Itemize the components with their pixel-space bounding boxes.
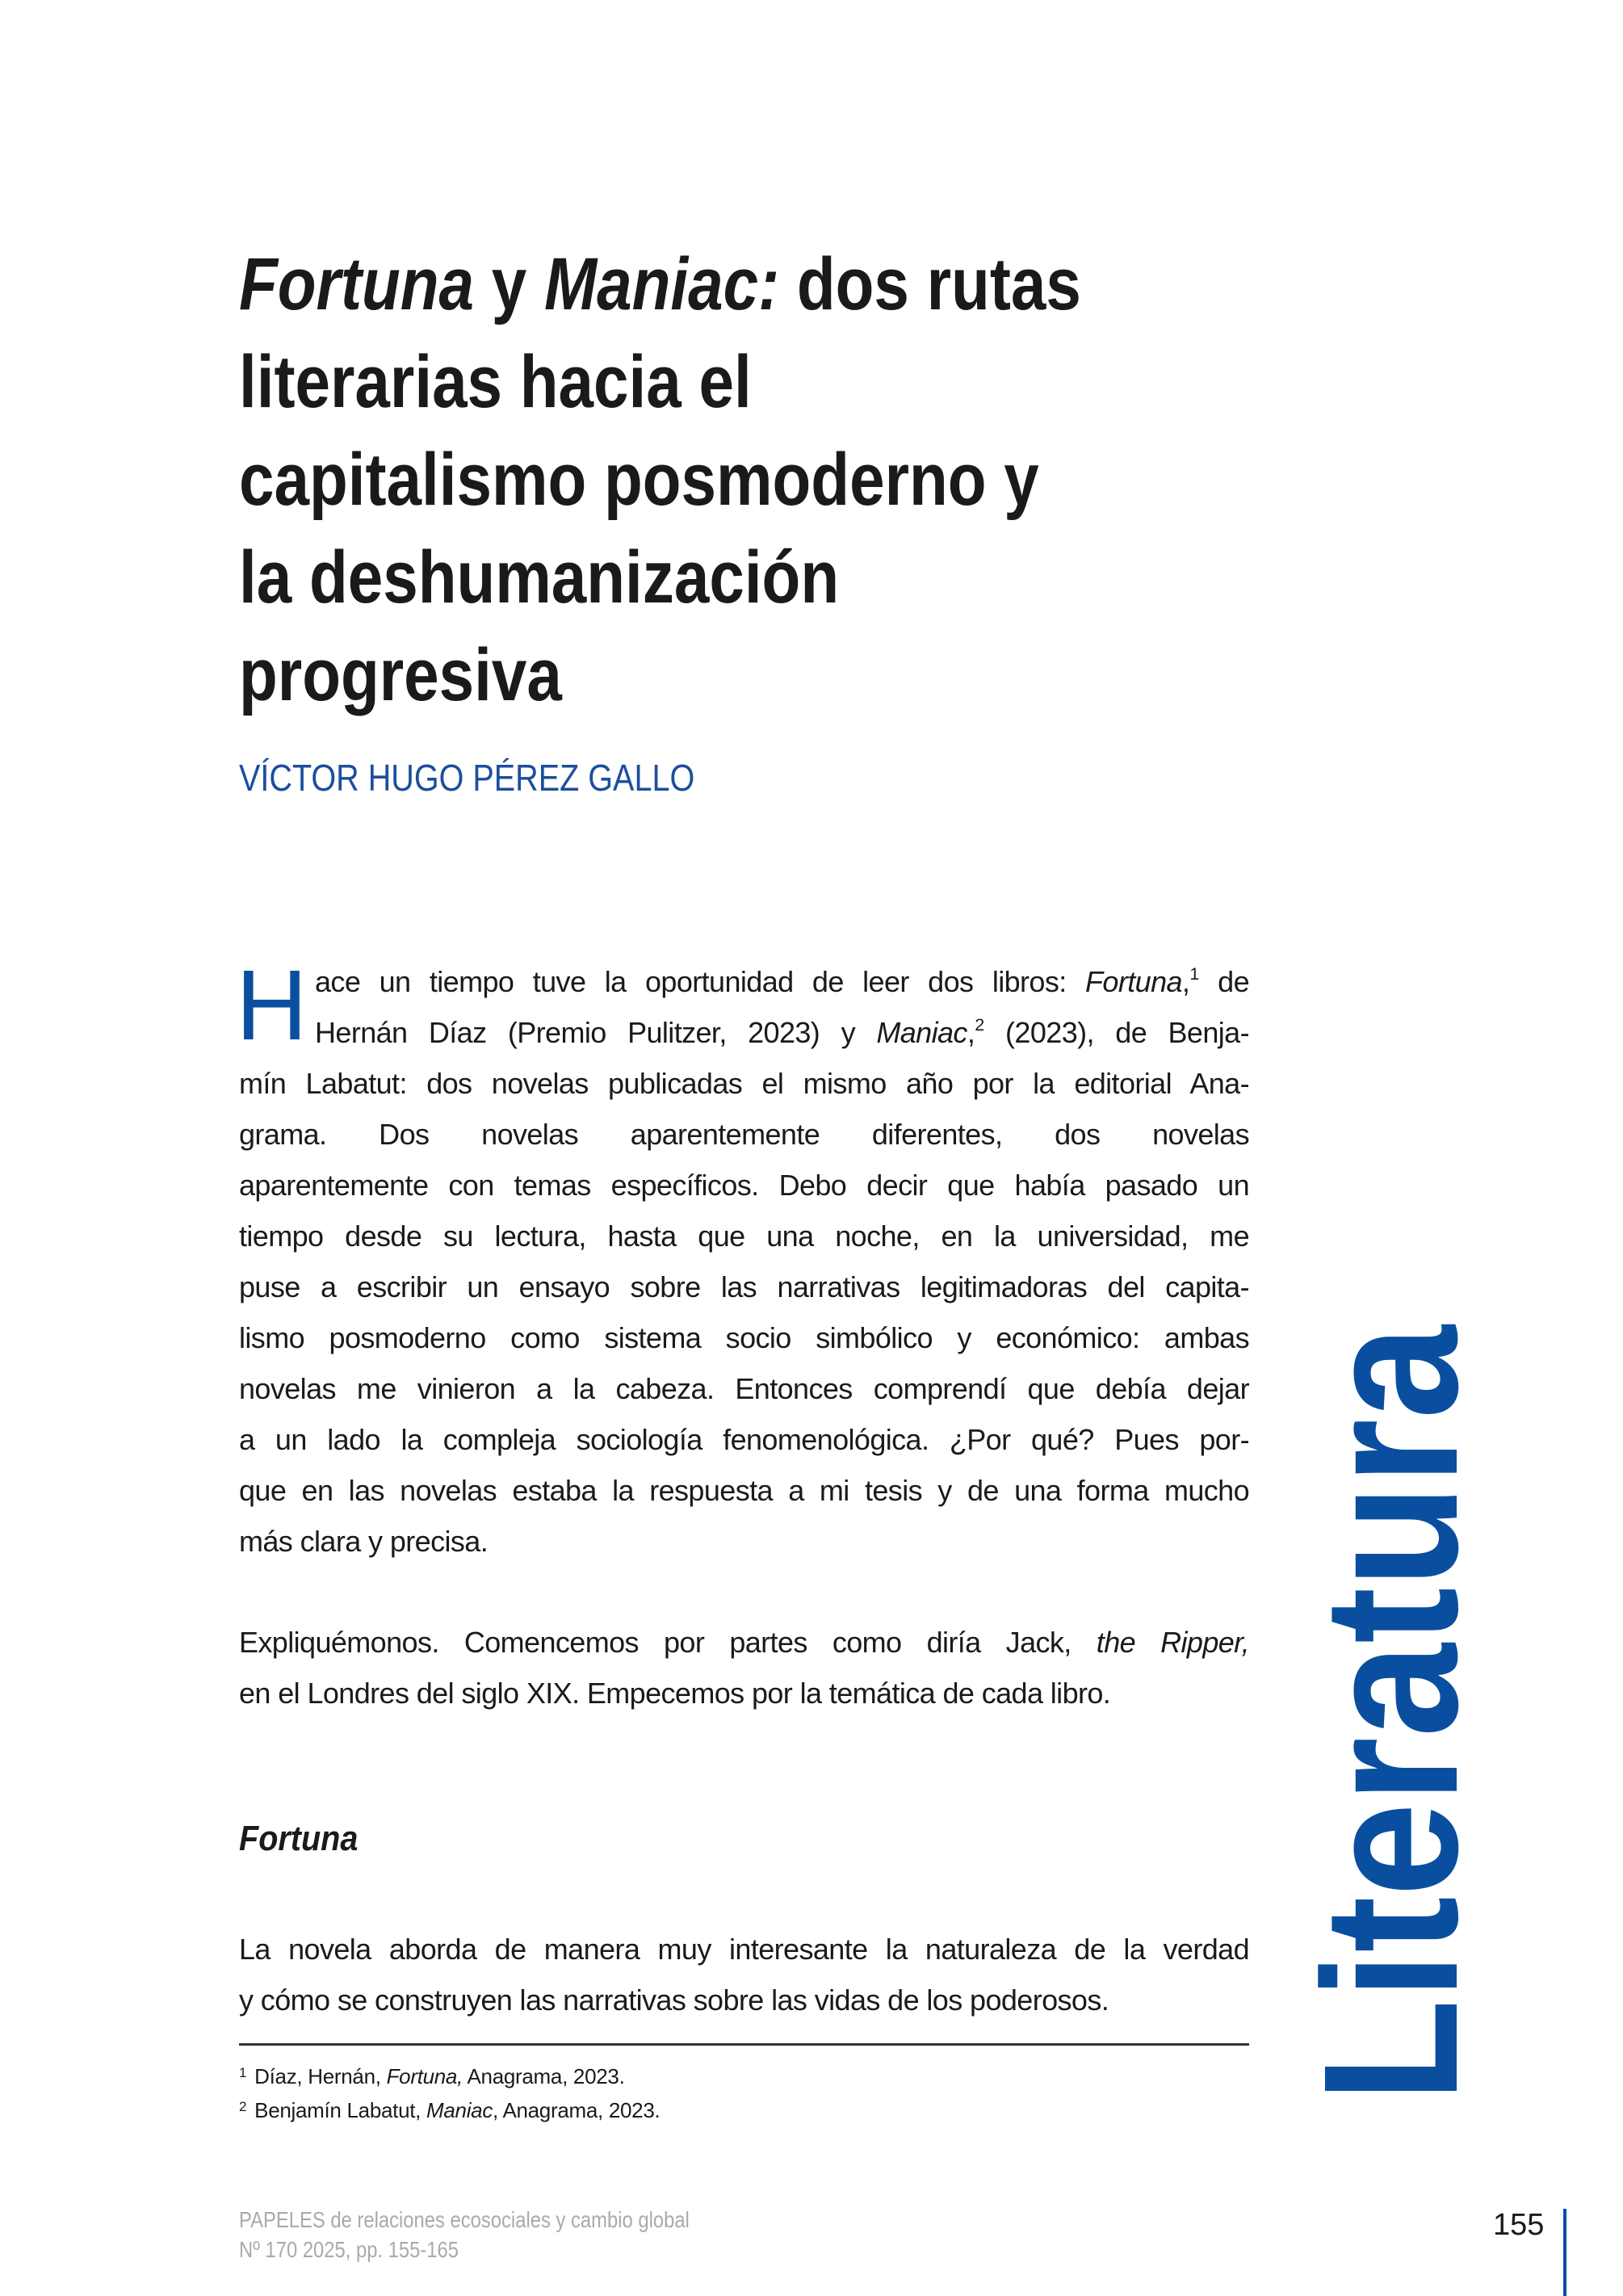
- drop-cap: H: [236, 951, 308, 1061]
- text-line: [239, 1516, 1249, 1567]
- text-run: progresiva: [239, 634, 562, 716]
- text-run: más clara y precisa.: [239, 1525, 489, 1558]
- text-run: ace un tiempo tuve la oportunidad de leer dos libros:: [315, 965, 1086, 998]
- text-run: de: [1198, 965, 1249, 998]
- section-label: Literatura: [1284, 1325, 1498, 2102]
- footnote-ref: 1: [1189, 963, 1199, 984]
- text-line: [239, 1465, 1249, 1516]
- footnote-divider: [239, 2043, 1249, 2046]
- text-line: [239, 1211, 1249, 1261]
- text-run: Hernán Díaz (Premio Pulitzer, 2023) y: [315, 1016, 877, 1049]
- text-run: aparentemente con temas específicos. Debo decir que había pasado un: [239, 1169, 1249, 1202]
- text-run: que en las novelas estaba la respuesta a mi tesis y de una forma mucho: [239, 1474, 1249, 1507]
- footnote-number: 2: [239, 2099, 247, 2114]
- text-run: puse a escribir un ensayo sobre las narrativas legitimadoras del capita-: [239, 1270, 1249, 1303]
- journal-issue: Nº 170 2025, pp. 155-165: [239, 2237, 459, 2262]
- text-line: [239, 1058, 1249, 1109]
- text-line: [239, 1668, 1249, 1719]
- text-run: Fortuna: [239, 243, 475, 325]
- text-line: [239, 1414, 1249, 1465]
- page-edge-line: [1563, 2209, 1566, 2296]
- text-run: novelas me vinieron a la cabeza. Entonces comprendí que debía dejar: [239, 1372, 1249, 1405]
- footnote-ref: 2: [975, 1014, 984, 1035]
- text-line: [239, 1312, 1249, 1363]
- text-line: [239, 1160, 1249, 1211]
- paragraph-intro: [239, 956, 1249, 1567]
- text-run: Maniac:: [543, 243, 780, 325]
- text-run: grama. Dos novelas aparentemente diferentes, dos novelas: [239, 1118, 1249, 1151]
- text-run: the Ripper,: [1096, 1626, 1249, 1659]
- text-run: en el Londres del siglo XIX. Empecemos por la temática de cada libro.: [239, 1677, 1111, 1710]
- footnote-item: [239, 2058, 660, 2092]
- text-run: y cómo se construyen las narrativas sobre las vidas de los poderosos.: [239, 1983, 1109, 2017]
- journal-name: PAPELES de relaciones ecosociales y cambio global: [239, 2207, 690, 2232]
- text-line: [239, 1924, 1249, 1975]
- text-run: Díaz, Hernán,: [254, 2064, 387, 2088]
- author-name: VÍCTOR HUGO PÉREZ GALLO: [239, 757, 695, 799]
- text-run: lismo posmoderno como sistema socio simbólico y económico: ambas: [239, 1321, 1249, 1354]
- article-title: [239, 236, 1230, 724]
- text-run: Expliquémonos. Comencemos por partes como diría Jack,: [239, 1626, 1097, 1659]
- text-run: Fortuna: [1085, 965, 1182, 998]
- text-run: Maniac: [876, 1016, 967, 1049]
- paragraph-explanation: [239, 1617, 1249, 1719]
- title-line: [239, 627, 1081, 724]
- title-line: [239, 431, 1081, 529]
- text-line: [239, 1109, 1249, 1160]
- text-run: y: [474, 243, 544, 325]
- title-line: [239, 236, 1081, 334]
- text-run: capitalismo posmoderno y: [239, 439, 1039, 521]
- text-run: Anagrama, 2023.: [463, 2064, 625, 2088]
- section-heading: Fortuna: [239, 1819, 359, 1858]
- text-line: [239, 1261, 1249, 1312]
- footnote-number: 1: [239, 2065, 247, 2080]
- text-run: dos rutas: [779, 243, 1081, 325]
- text-line: [239, 1975, 1249, 2025]
- paragraph-fortuna: [239, 1924, 1249, 2025]
- page-number: 155: [1493, 2208, 1545, 2242]
- text-run: Benjamín Labatut,: [254, 2098, 427, 2122]
- title-line: [239, 334, 1081, 431]
- text-run: a un lado la compleja sociología fenomenológica. ¿Por qué? Pues por-: [239, 1423, 1249, 1456]
- footnote-item: [239, 2092, 660, 2126]
- text-run: Fortuna,: [386, 2064, 463, 2088]
- text-run: ,: [967, 1016, 975, 1049]
- footnotes: [239, 2058, 660, 2126]
- journal-footer: [239, 2205, 690, 2265]
- text-run: Maniac: [426, 2098, 493, 2122]
- text-run: (2023), de Benja-: [983, 1016, 1249, 1049]
- text-run: la deshumanización: [239, 536, 840, 619]
- text-line: [239, 1363, 1249, 1414]
- text-line: [315, 956, 1249, 1007]
- text-run: La novela aborda de manera muy interesante la naturaleza de la verdad: [239, 1933, 1249, 1966]
- text-line: [315, 1007, 1249, 1058]
- text-run: , Anagrama, 2023.: [493, 2098, 661, 2122]
- text-run: tiempo desde su lectura, hasta que una noche, en la universidad, me: [239, 1219, 1249, 1253]
- title-line: [239, 529, 1081, 627]
- text-line: [239, 1617, 1249, 1668]
- text-run: literarias hacia el: [239, 341, 752, 423]
- text-run: mín Labatut: dos novelas publicadas el mismo año por la editorial Ana-: [239, 1067, 1249, 1100]
- text-run: ,: [1181, 965, 1190, 998]
